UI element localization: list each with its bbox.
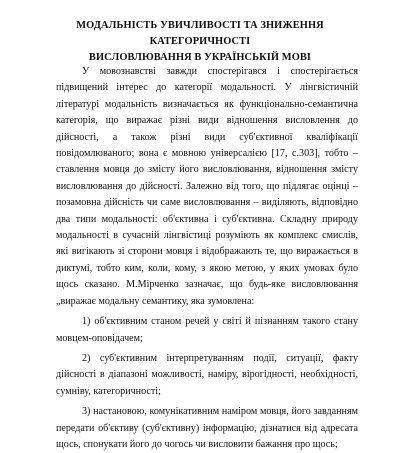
title-line-1: МОДАЛЬНІСТЬ УВИЧЛИВОСТІ ТА ЗНИЖЕННЯ КАТЕГОРИЧНОСТІ [76,20,324,47]
title-line-2: ВИСЛОВЛЮВАННЯ В УКРАЇНСЬКІЙ МОВІ [88,52,312,63]
paragraph-intro: У мовознавстві завжди спостерігався і спостерігається підвищений інтерес до категорії модальності. У лінгвістичній літературі модальність визначається як функціонально-семантична категорія, що виражає різні види відношення висловлення до дійсності, а також різні види суб'єктивної кваліфікації повідомлюваного; вона є мовною універсалією [17, с.303], тобто – ставлення мовця до змісту його висловлювання, відношення змісту висловлювання до дійсності. Залежно від того, що підлягає оцінці – позамовна дійсність чи саме висловлювання – виділяють, відповідно два типи модальності: об'єктивна і суб'єктивна. Складну природу модальності в сучасній лінгвістиці розуміють як комплекс смислів, які вигікають зі сторони мовця і відображають те, що виражається в диктумі, тобто ким, коли, кому, з якою метою, у яких умовах було щось сказано. М.Мірченко зазначає, що будь-яке висловлювання „виражає модальну семантику, яка зумовлена: [56,66,358,307]
document-body [56,64,358,453]
list-item-1: 1) об'єктивним станом речей у світі й пізнанням такого стану мовцем-оповідачем; [56,316,358,344]
list-item-2: 2) суб'єктивним інтерпретуванням події, ситуації, факту дійсності в діапазоні можливості, наміру, вірогідності, необхідності, сумніву, категоричності; [56,352,358,397]
list-item-3: 3) настановою, комунікативним наміром мовця, його завданням передати об'єктиву (суб'єктивну) інформацію, дізнатися від адресата щось, спонукати його до чогось чи висловити бажання про щось; [56,406,358,450]
document-title [40,18,360,66]
